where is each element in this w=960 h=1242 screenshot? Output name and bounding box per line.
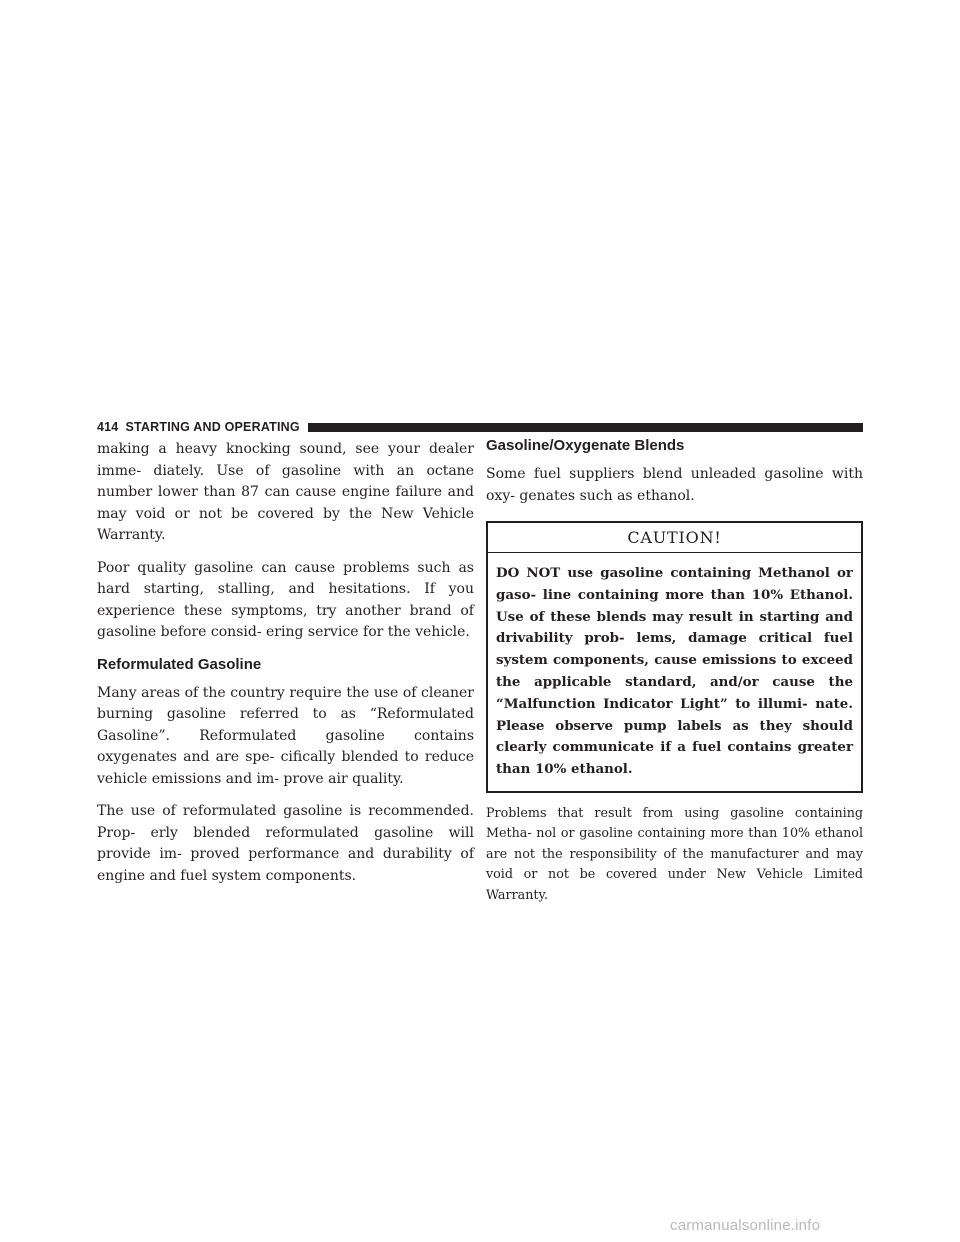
watermark: carmanualsonline.info	[670, 1217, 821, 1234]
paragraph-warranty-note: Problems that result from using gasoline containing Metha- nol or gasoline containing more than 10% ethanol are not the responsibility of the manufacturer and may void or not be covered under New Vehicle Limited Warranty.	[486, 804, 863, 902]
paragraph-knocking: making a heavy knocking sound, see your dealer imme- diately. Use of gasoline with an octane number lower than 87 can cause engine failure and may void or not be covered by the New Vehicle Warranty.	[97, 441, 474, 543]
running-header	[97, 419, 863, 435]
right-column	[486, 439, 863, 916]
caution-box	[486, 521, 863, 793]
heading-oxygenate-blends: Gasoline/Oxygenate Blends	[486, 437, 685, 454]
paragraph-reformulated-recommended: The use of reformulated gasoline is recommended. Prop- erly blended reformulated gasoline will provide im- proved performance and durability of engine and fuel system components.	[97, 803, 474, 884]
paragraph-poor-quality: Poor quality gasoline can cause problems such as hard starting, stalling, and hesitations. If you experience these symptoms, try another brand of gasoline before consid- ering service for the vehicle.	[97, 559, 474, 640]
caution-title: CAUTION!	[488, 523, 861, 553]
page-number: 414	[97, 420, 119, 434]
caution-text: DO NOT use gasoline containing Methanol or gaso- line containing more than 10% Ethanol. Use of these blends may result in starting and drivability prob- lems, damage critical fuel system components, cause emissions to exceed the applicable standard, and/or cause the “Malfunction Indicator Light” to illumi- nate. Please observe pump labels as they should clearly communicate if a fuel contains greater than 10% ethanol.	[496, 565, 853, 778]
section-title: STARTING AND OPERATING	[125, 420, 300, 434]
paragraph-blends-intro: Some fuel suppliers blend unleaded gasoline with oxy- genates such as ethanol.	[486, 466, 863, 504]
heading-reformulated-gasoline: Reformulated Gasoline	[97, 655, 262, 673]
left-column	[97, 439, 474, 898]
paragraph-reformulated-intro: Many areas of the country require the use of cleaner burning gasoline referred to as “Reformulated Gasoline”. Reformulated gasoline contains oxygenates and are spe- cifically blended to reduce vehicle emissions and im- prove air quality.	[97, 684, 474, 787]
header-rule	[308, 423, 863, 432]
